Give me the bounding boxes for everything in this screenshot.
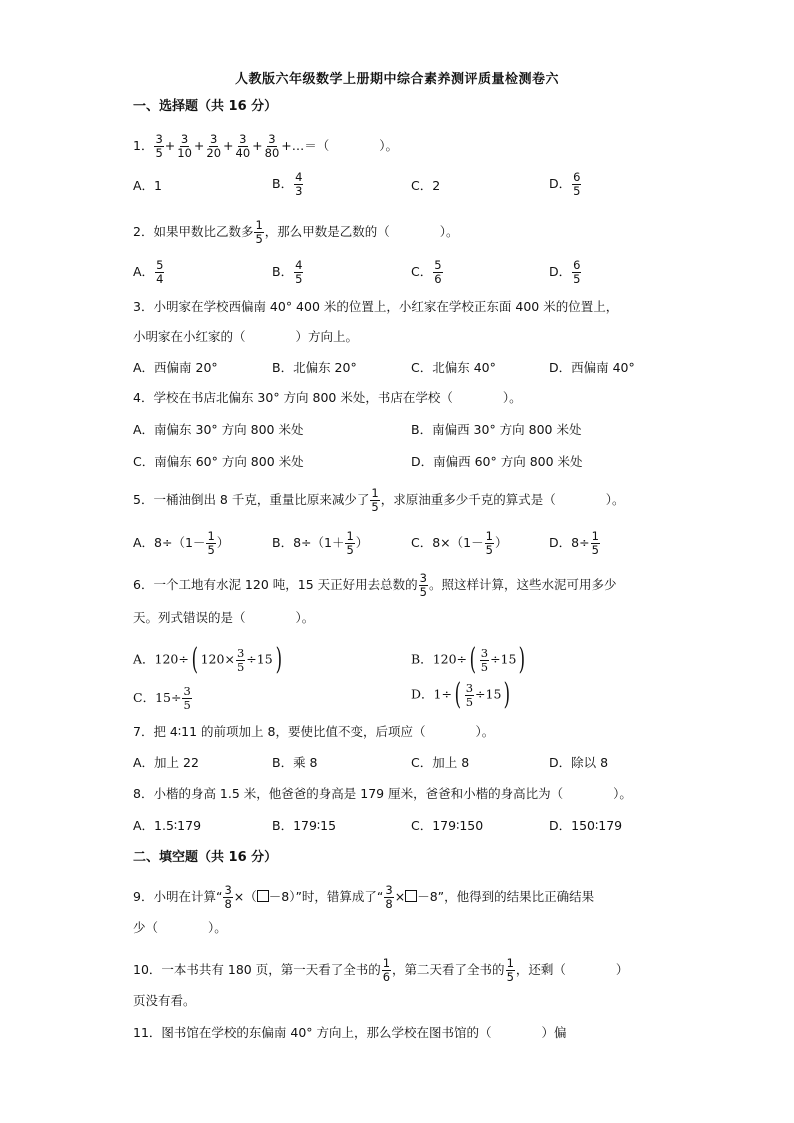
q1-option-b: B． $\frac{4}{3}$ <box>272 170 303 198</box>
q6-option-d: D．1÷( $\frac{3}{5}$ ÷15) <box>411 677 511 712</box>
q3-option-d: D．西偏南 40° <box>549 360 635 375</box>
fraction: $\frac{3}{8}$ <box>385 883 393 911</box>
q2-option-b: B． $\frac{4}{5}$ <box>272 258 303 286</box>
q7-option-d: D．除以 8 <box>549 755 609 770</box>
fraction: $\frac{1}{5}$ <box>506 956 514 984</box>
fraction: $\frac{3}{5}$ <box>155 132 163 160</box>
q1-option-d: D． $\frac{6}{5}$ <box>549 170 581 198</box>
q7-option-c: C．加上 8 <box>411 755 470 770</box>
fraction: $\frac{3}{80}$ <box>264 132 280 160</box>
q2-option-d: D． $\frac{6}{5}$ <box>549 258 581 286</box>
q3-option-c: C．北偏东 40° <box>411 360 496 375</box>
q2-option-a: A． $\frac{5}{4}$ <box>133 258 164 286</box>
fraction: $\frac{1}{5}$ <box>371 486 379 514</box>
section-heading-choice: 一、选择题（共 16 分） <box>133 99 278 114</box>
blank-box <box>257 890 269 902</box>
fraction: $\frac{3}{8}$ <box>224 883 232 911</box>
question-9-line-2: 少（ ）。 <box>133 920 227 935</box>
q8-option-c: C．179∶150 <box>411 818 484 833</box>
question-3-line-2: 小明家在小红家的（ ）方向上。 <box>133 329 359 344</box>
q5-option-d: D．8÷ $\frac{1}{5}$ <box>549 529 599 557</box>
q5-option-b: B．8÷（1＋ $\frac{1}{5}$ ） <box>272 529 369 557</box>
q4-option-b: B．南偏西 30° 方向 800 米处 <box>411 422 582 437</box>
q4-option-c: C．南偏东 60° 方向 800 米处 <box>133 454 304 469</box>
q8-option-a: A．1.5∶179 <box>133 818 202 833</box>
q4-option-a: A．南偏东 30° 方向 800 米处 <box>133 422 304 437</box>
question-5: 5．一桶油倒出 8 千克，重量比原来减少了 $\frac{1}{5}$ ，求原油重多少千克的算式是（ ）。 <box>133 486 625 514</box>
question-11: 11．图书馆在学校的东偏南 40° 方向上，那么学校在图书馆的（ ）偏 <box>133 1025 567 1040</box>
question-3-line-1: 3．小明家在学校西偏南 40° 400 米的位置上，小红家在学校正东面 400 米的位置上， <box>133 299 619 314</box>
q6-option-b: B．120÷( $\frac{3}{5}$ ÷15) <box>411 642 526 677</box>
question-6-line-1: 6．一个工地有水泥 120 吨，15 天正好用去总数的 $\frac{3}{5}$ 。照这样计算，这些水泥可用多少 <box>133 571 617 599</box>
q8-option-b: B．179∶15 <box>272 818 337 833</box>
fraction: $\frac{3}{5}$ <box>419 571 427 599</box>
q8-option-d: D．150∶179 <box>549 818 623 833</box>
q6-option-c: C．15÷ $\frac{3}{5}$ <box>133 684 191 712</box>
fraction: $\frac{1}{5}$ <box>255 218 263 246</box>
fraction: $\frac{3}{20}$ <box>206 132 222 160</box>
question-2: 2．如果甲数比乙数多 $\frac{1}{5}$ ，那么甲数是乙数的（ ）。 <box>133 218 459 246</box>
question-9-line-1: 9．小明在计算“ $\frac{3}{8}$ ×（ －8）”时，错算成了“ $\frac{3}{8}$ × －8”，他得到的结果比正确结果 <box>133 883 595 911</box>
question-7: 7．把 4∶11 的前项加上 8，要使比值不变，后项应（ ）。 <box>133 724 495 739</box>
fraction: $\frac{1}{6}$ <box>382 956 391 984</box>
question-1: 1． $\frac{3}{5}$ + $\frac{3}{10}$ + $\frac{3}{20}$ + $\frac{3}{40}$ + $\frac{3}{80}$ +…＝（ ）。 <box>133 132 399 160</box>
q5-option-a: A．8÷（1－ $\frac{1}{5}$ ） <box>133 529 230 557</box>
q7-option-b: B．乘 8 <box>272 755 318 770</box>
q2-option-c: C． $\frac{5}{6}$ <box>411 258 442 286</box>
question-4: 4．学校在书店北偏东 30° 方向 800 米处，书店在学校（ ）。 <box>133 390 522 405</box>
question-6-line-2: 天。列式错误的是（ ）。 <box>133 610 315 625</box>
fraction: $\frac{3}{40}$ <box>235 132 251 160</box>
q3-option-a: A．西偏南 20° <box>133 360 218 375</box>
q1-option-a: A．1 <box>133 178 163 193</box>
fraction: $\frac{3}{10}$ <box>177 132 192 160</box>
q7-option-a: A．加上 22 <box>133 755 199 770</box>
question-8: 8．小楷的身高 1.5 米，他爸爸的身高是 179 厘米，爸爸和小楷的身高比为（ ）。 <box>133 786 632 801</box>
question-10-line-1: 10．一本书共有 180 页，第一天看了全书的 $\frac{1}{6}$ ，第二天看了全书的 $\frac{1}{5}$ ，还剩（ ） <box>133 956 629 984</box>
page-title: 人教版六年级数学上册期中综合素养测评质量检测卷六 <box>234 72 559 87</box>
q4-option-d: D．南偏西 60° 方向 800 米处 <box>411 454 583 469</box>
q5-option-c: C．8×（1－ $\frac{1}{5}$ ） <box>411 529 508 557</box>
q6-option-a: A．120÷( 120× $\frac{3}{5}$ ÷15) <box>133 642 282 677</box>
blank-box <box>405 890 417 902</box>
q3-option-b: B．北偏东 20° <box>272 360 357 375</box>
question-10-line-2: 页没有看。 <box>133 993 196 1008</box>
section-heading-fill: 二、填空题（共 16 分） <box>133 850 278 865</box>
q1-option-c: C．2 <box>411 178 441 193</box>
